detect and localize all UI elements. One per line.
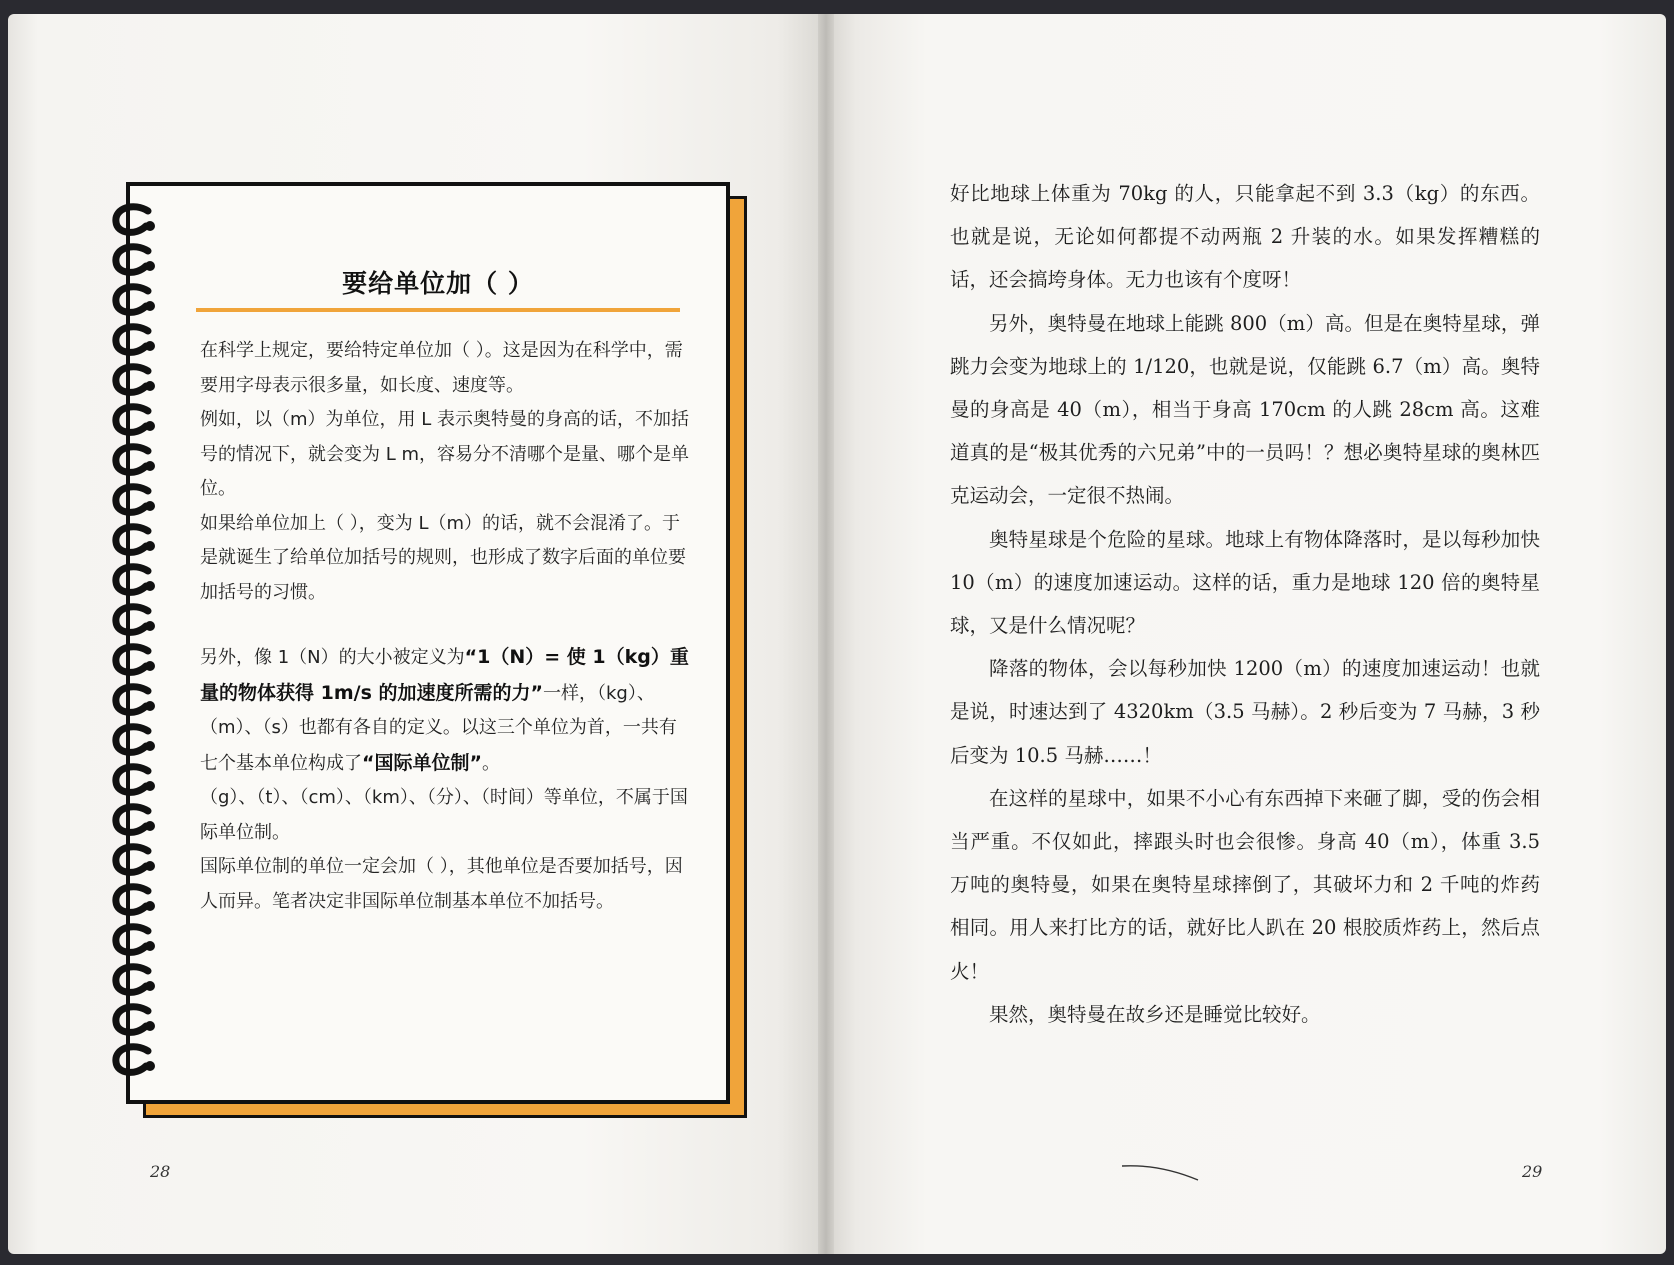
body-paragraph: 果然，奥特曼在故乡还是睡觉比较好。 [989,1002,1321,1026]
book-gutter [818,14,834,1254]
spiral-loop [116,887,148,913]
text-run: 例如，以（m）为单位，用 L 表示奥特曼的身高的话，不加括号的情况下，就会变为 L m，容易分不清哪个是量、哪个是单位。 [200,409,690,499]
spiral-hole [145,221,155,231]
spiral-loop [116,687,148,713]
spiral-hole [145,1061,155,1071]
spiral-loop [116,487,148,513]
spiral-loop [116,567,148,593]
spiral-hole [145,461,155,471]
spiral-hole [145,981,155,991]
spiral-loop [116,407,148,433]
spiral-hole [145,421,155,431]
sidebar-paragraph [200,507,690,611]
sidebar-paragraph [200,403,690,507]
spiral-loop [116,1007,148,1033]
page-number-left: 28 [150,1162,171,1181]
spiral-hole [145,741,155,751]
body-paragraph: 在这样的星球中，如果不小心有东西掉下来砸了脚，受的伤会相当严重。不仅如此，摔跟头时也会很惨。身高 40（m），体重 3.5 万吨的奥特曼，如果在奥特星球摔倒了，其破坏力和 2 千吨的炸药相同。用人来打比方的话，就好比人趴在 20 根胶质炸药上，然后点火！ [950,786,1540,983]
spiral-loop [116,367,148,393]
spiral-loop [116,1047,148,1073]
spiral-loop [116,287,148,313]
sidebar-paragraph [200,781,690,850]
spiral-binding-icon [104,200,174,1080]
spiral-hole [145,701,155,711]
spiral-loop [116,967,148,993]
text-run: （g）、（t）、（cm）、（km）、（分）、（时间）等单位，不属于国际单位制。 [200,787,688,843]
text-run: 在科学上规定，要给特定单位加（ ）。这是因为在科学中，需要用字母表示很多量，如长度、速度等。 [200,340,683,396]
spiral-hole [145,261,155,271]
body-paragraph: 好比地球上体重为 70kg 的人，只能拿起不到 3.3（kg）的东西。也就是说，无论如何都提不动两瓶 2 升装的水。如果发挥糟糕的话，还会搞垮身体。无力也该有个度呀！ [950,182,1540,292]
text-run: 另外，像 1（N）的大小被定义为 [200,647,465,668]
body-paragraph: 另外，奥特曼在地球上能跳 800（m）高。但是在奥特星球，弹跳力会变为地球上的 1/120，也就是说，仅能跳 6.7（m）高。奥特曼的身高是 40（m），相当于身高 170cm 的人跳 28cm 高。这难道真的是“极其优秀的六兄弟”中的一员吗！？想必奥特星球的奥林匹克运动会，一定很不热闹。 [950,311,1540,508]
spiral-hole [145,781,155,791]
spiral-loop [116,727,148,753]
spiral-loop [116,647,148,673]
spiral-hole [145,301,155,311]
spiral-hole [145,821,155,831]
spiral-loop [116,847,148,873]
sidebar-paragraph [200,640,690,781]
spiral-hole [145,941,155,951]
text-run: 国际单位制的单位一定会加（ ），其他单位是否要加括号，因人而异。笔者决定非国际单位制基本单位不加括号。 [200,856,683,912]
spiral-hole [145,581,155,591]
sidebar-title: 要给单位加（ ） [342,269,534,298]
spiral-loop [116,607,148,633]
spiral-hole [145,381,155,391]
spiral-loop [116,807,148,833]
spiral-hole [145,541,155,551]
sidebar-title-rule [196,308,680,312]
spiral-loop [116,207,148,233]
spiral-loop [116,527,148,553]
text-run: 一样，（kg）、（m）、（s）也都有各自的定义。以这三个单位为首，一共有七个基本单位构成了 [200,682,677,774]
body-paragraph: 降落的物体，会以每秒加快 1200（m）的速度加速运动！也就是说，时速达到了 4320km（3.5 马赫）。2 秒后变为 7 马赫，3 秒后变为 10.5 马赫……！ [950,657,1540,767]
spiral-loop [116,447,148,473]
spiral-loop [116,327,148,353]
spiral-loop [116,247,148,273]
bold-phrase: “国际单位制” [362,751,482,774]
bold-phrase: “1（N）= 使 1（kg）重量的物体获得 1m/s 的加速度所需的力” [200,646,689,704]
sidebar-paragraph [200,850,690,919]
body-paragraph: 奥特星球是个危险的星球。地球上有物体降落时，是以每秒加快 10（m）的速度加速运动。这样的话，重力是地球 120 倍的奥特星球，又是什么情况呢？ [950,527,1540,638]
spiral-hole [145,901,155,911]
spiral-loop [116,767,148,793]
spiral-hole [145,501,155,511]
spiral-loop [116,927,148,953]
spiral-hole [145,861,155,871]
spiral-hole [145,1021,155,1031]
sidebar-body [200,334,690,919]
page-number-right: 29 [1522,1162,1543,1181]
right-page-text [950,172,1540,1036]
sidebar-paragraph [200,334,690,403]
text-run: 。 [481,752,500,774]
spiral-hole [145,341,155,351]
paragraph-gap [200,610,690,640]
stray-pen-mark [1120,1160,1200,1184]
spiral-hole [145,661,155,671]
spiral-hole [145,621,155,631]
text-run: 如果给单位加上（ ），变为 L（m）的话，就不会混淆了。于是就诞生了给单位加括号的规则，也形成了数字后面的单位要加括号的习惯。 [200,512,686,603]
